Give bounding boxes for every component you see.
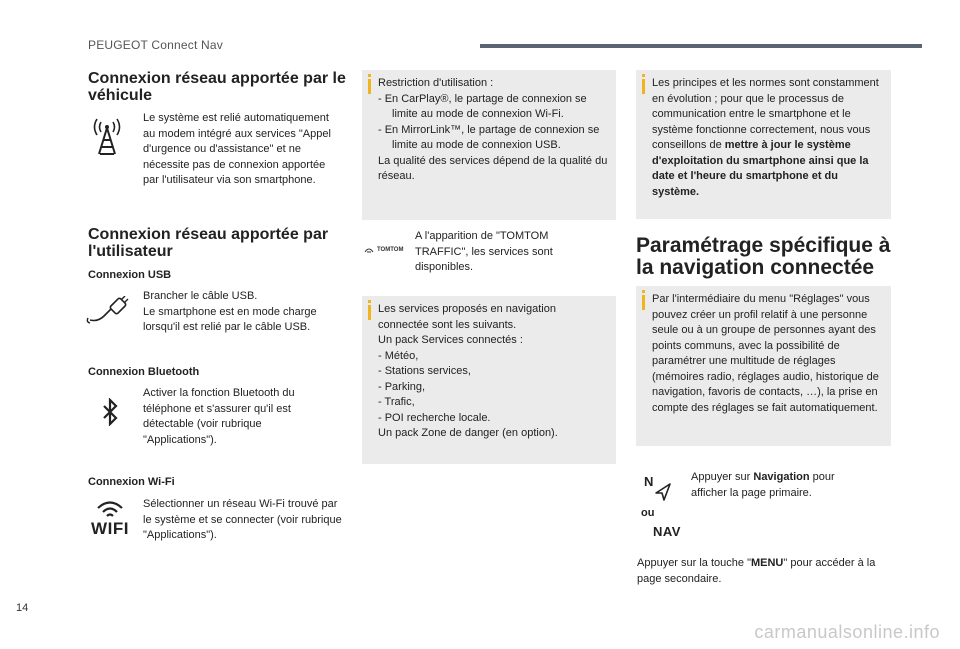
- info-icon: [642, 79, 645, 94]
- profiles-text: Par l'intermédiaire du menu "Réglages" vous pouvez créer un profil relatif à une personne seule ou à un groupe de personnes ayant des points communs, avec la possibilité de paramétrer une multitude de réglages (mémoires radio, réglages audio, historique de navigation, favoris de contacts, …), la prise en compte des réglages se fait automatiquement.: [652, 293, 879, 414]
- page-number: 14: [16, 602, 29, 614]
- services-danger-pack: Un pack Zone de danger (en option).: [378, 427, 558, 439]
- nav-icon-north-letter: N: [644, 474, 654, 489]
- navigation-text-pre: Appuyer sur: [691, 471, 754, 483]
- services-item: - Météo,: [378, 349, 419, 362]
- restriction-carplay: - En CarPlay®, le partage de connexion se limite au mode de connexion Wi-Fi.: [378, 92, 587, 120]
- info-box-services: [362, 296, 616, 464]
- bluetooth-text: Activer la fonction Bluetooth du téléphone et s'assurer qu'il est détectable (voir rubrique "Applications").: [143, 387, 295, 446]
- services-item: - POI recherche locale.: [378, 411, 491, 424]
- tomtom-icon-label: TOMTOM: [377, 247, 404, 253]
- header-divider-bar: [480, 44, 922, 48]
- services-pack-title: Un pack Services connectés :: [378, 334, 523, 346]
- services-item: - Trafic,: [378, 396, 415, 408]
- running-header: PEUGEOT Connect Nav: [88, 38, 223, 52]
- usb-cable-icon: [86, 296, 130, 326]
- menu-text-pre: Appuyer sur la touche ": [637, 557, 751, 569]
- update-text: Les principes et les normes sont constamment en évolution ; pour que le processus de communication entre le smartphone et le système fonctionne correctement, nous vous conseillons de: [652, 77, 879, 151]
- navigation-arrow-icon: [653, 482, 673, 502]
- info-box-update: [636, 70, 891, 219]
- menu-text: [637, 556, 892, 587]
- restriction-mirrorlink: - En MirrorLink™, le partage de connexion se limite au mode de connexion USB.: [378, 123, 600, 151]
- section-title-user-connection: Connexion réseau apportée par l'utilisateur: [88, 226, 329, 260]
- info-box-profiles: [636, 286, 891, 446]
- usb-heading: Connexion USB: [88, 269, 172, 281]
- bluetooth-icon: [101, 398, 119, 426]
- bluetooth-heading: Connexion Bluetooth: [88, 366, 200, 378]
- wifi-heading: Connexion Wi-Fi: [88, 476, 175, 488]
- tomtom-text: A l'apparition de "TOMTOM TRAFFIC", les services sont disponibles.: [415, 230, 553, 273]
- info-icon: [642, 295, 645, 310]
- info-icon: [368, 79, 371, 94]
- antenna-icon: [88, 116, 126, 156]
- wifi-icon-label: WIFI: [91, 519, 129, 538]
- services-item: - Parking,: [378, 380, 426, 393]
- wifi-text: Sélectionner un réseau Wi-Fi trouvé par le système et se connecter (voir rubrique "Applications").: [143, 498, 342, 541]
- or-label: ou: [641, 507, 655, 519]
- restriction-intro: Restriction d'utilisation :: [378, 77, 494, 89]
- usb-text: Brancher le câble USB. Le smartphone est en mode charge lorsqu'il est relié par le câble USB.: [143, 290, 317, 333]
- tomtom-icon: [364, 246, 403, 254]
- nav-button-label: NAV: [653, 524, 681, 539]
- services-intro: Les services proposés en navigation connectée sont les suivants.: [378, 303, 556, 331]
- restriction-outro: La qualité des services dépend de la qualité du réseau.: [378, 154, 608, 182]
- wifi-icon: [88, 500, 132, 537]
- section-title-vehicle-connection: Connexion réseau apportée par le véhicule: [88, 70, 346, 104]
- info-box-restriction: [362, 70, 616, 220]
- navigation-text: [691, 470, 871, 501]
- vehicle-connection-text: Le système est relié automatiquement au modem intégré aux services "Appel d'urgence ou d'assistance" et ne nécessite pas de connexion apportée par l'utilisateur via son smartphone.: [143, 112, 331, 186]
- navigation-text-bold: Navigation: [753, 471, 810, 483]
- services-item: - Stations services,: [378, 365, 471, 377]
- info-icon: [368, 305, 371, 320]
- menu-text-bold: MENU: [750, 557, 784, 569]
- section-title-navigation-settings: Paramétrage spécifique à la navigation connectée: [636, 234, 891, 279]
- menu-text-post: " pour accéder à la page secondaire.: [637, 557, 876, 585]
- navigation-text-post: pour afficher la page primaire.: [691, 471, 835, 499]
- watermark: carmanualsonline.info: [754, 622, 940, 642]
- update-text-bold: mettre à jour le système d'exploitation du smartphone ainsi que la date et l'heure du smartphone et du système.: [652, 139, 869, 198]
